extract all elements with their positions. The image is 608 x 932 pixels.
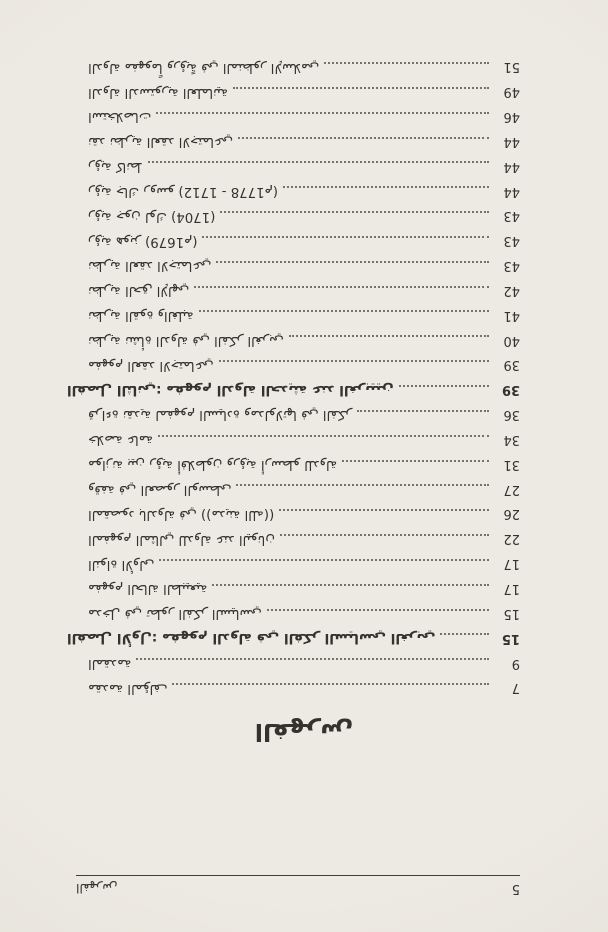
- dotted-leader: [216, 261, 489, 263]
- toc-entry-page: 44: [503, 183, 520, 199]
- toc-entry-page: 9: [511, 655, 520, 671]
- toc-entry-title: مقدمة المؤلف: [88, 680, 168, 696]
- toc-entry-title: النواة الأولى: [88, 556, 155, 572]
- toc-entry-title: نظرية الحق الإلهي: [88, 283, 190, 299]
- toc-entry-title: خلاصة عامة: [88, 432, 154, 448]
- toc-entry-title: مفهوم الحالة الطبيعية: [88, 581, 208, 597]
- toc-entry-page: 17: [503, 556, 520, 572]
- dotted-leader: [280, 534, 489, 536]
- toc-entry: [67, 307, 520, 332]
- page-title: الفهرس: [254, 718, 354, 746]
- toc-entry: [67, 83, 520, 108]
- toc-entry-page: 27: [503, 481, 520, 497]
- toc-entry-page: 44: [503, 158, 520, 174]
- toc-entry: [67, 356, 520, 381]
- dotted-leader: [267, 609, 489, 611]
- toc-entry-page: 22: [503, 531, 520, 547]
- toc-entry-page: 42: [503, 282, 520, 298]
- toc-entry: [67, 182, 520, 207]
- dotted-leader: [289, 335, 489, 337]
- toc-entry-title: الدولة الدستورية العلمانية: [88, 84, 228, 100]
- toc-entry-title: رؤية هوبز (1679م): [88, 233, 198, 249]
- toc-entry-title: المقصود بالدولة في ((مدينة الله)): [88, 506, 275, 522]
- toc-entry: [67, 654, 520, 679]
- toc-entry: [67, 157, 520, 182]
- toc-entry-title: المفهوم المثالي للدولة عند اليونان: [88, 531, 276, 547]
- toc-entry-page: 46: [503, 109, 520, 124]
- toc-entry-page: 7: [511, 680, 520, 696]
- toc-entry-title: نظرية العقد الاجتماعي: [88, 258, 212, 274]
- toc-entry: [67, 456, 520, 481]
- toc-entry: [67, 406, 520, 431]
- toc-entry-page: 39: [503, 357, 520, 373]
- toc-entry-page: 41: [503, 307, 520, 323]
- toc-entry: [67, 58, 520, 83]
- toc-entry-page: 44: [503, 133, 520, 149]
- dotted-leader: [172, 683, 489, 685]
- toc-entry-title: مفهوم العقد الاجتماعي: [88, 357, 214, 373]
- dotted-leader: [136, 658, 489, 660]
- toc-entry-title: نظرية القوة والغلبة: [88, 308, 194, 324]
- toc-entry: [67, 331, 520, 356]
- toc-entry: [67, 555, 520, 580]
- toc-entry-page: 15: [503, 605, 520, 621]
- toc-entry: [67, 431, 520, 456]
- toc-entry-page: 39: [501, 382, 520, 398]
- toc-entry-title: رؤية جون لوك (1704): [88, 208, 216, 224]
- header-section-label: الفهرس: [76, 881, 118, 896]
- toc-chapter-entry: [67, 381, 520, 406]
- toc-entry-title: نظرية نشأة الدولة في الفكر الغربي: [88, 332, 284, 348]
- toc-entry: [67, 108, 520, 133]
- toc-entry-title: قراءة نقدية لمفهوم السيادة ومدلولاتها في الفكر: [88, 407, 352, 423]
- toc-entry: [67, 133, 520, 158]
- toc-entry-title: استخلاصات: [88, 109, 152, 125]
- toc-entry: [67, 580, 520, 605]
- toc-entry: [67, 232, 520, 257]
- dotted-leader: [357, 410, 489, 412]
- toc-entry-page: 43: [503, 258, 520, 274]
- dotted-leader: [283, 186, 489, 188]
- table-of-contents: [67, 58, 520, 704]
- toc-entry-title: رؤية كانط: [88, 159, 143, 175]
- toc-entry-title: المقدمة: [88, 655, 132, 671]
- toc-entry-title: الفصل الثاني: مفهوم الدولة الحديثة عند الغربيين: [67, 382, 394, 399]
- toc-entry-page: 43: [503, 208, 520, 224]
- toc-entry-title: مدخل في تطور الفكر السياسي: [88, 606, 262, 622]
- toc-entry-title: نقد نظرية العقد الاجتماعي: [88, 134, 233, 150]
- toc-entry-title: الدولة مفهوماً ورؤيةً في المنظور الإسلامي: [88, 59, 320, 75]
- toc-entry-title: موازنة بين رؤية أفلاطون ورؤية أرسطو للدولة: [88, 457, 338, 473]
- toc-entry-page: 49: [503, 84, 520, 100]
- dotted-leader: [342, 460, 489, 462]
- toc-entry: [67, 530, 520, 555]
- dotted-leader: [236, 484, 489, 486]
- toc-entry-page: 17: [503, 581, 520, 597]
- dotted-leader: [158, 435, 489, 437]
- toc-entry: [67, 605, 520, 630]
- dotted-leader: [279, 509, 489, 511]
- toc-entry-title: رؤية جاك روسو (1712 - 1778م): [88, 183, 278, 199]
- header-page-number: 5: [511, 881, 520, 896]
- dotted-leader: [220, 211, 489, 213]
- dotted-leader: [399, 385, 489, 387]
- toc-entry-page: 51: [503, 59, 520, 75]
- dotted-leader: [199, 311, 489, 313]
- dotted-leader: [238, 137, 489, 139]
- toc-entry: [67, 207, 520, 232]
- dotted-leader: [219, 360, 489, 362]
- running-header: [76, 875, 520, 896]
- toc-entry-page: 43: [503, 233, 520, 249]
- toc-entry-page: 26: [503, 506, 520, 522]
- toc-entry-page: 36: [503, 407, 520, 423]
- dotted-leader: [156, 112, 489, 114]
- dotted-leader: [233, 87, 489, 89]
- toc-entry: [67, 282, 520, 307]
- toc-entry-title: الفصل الأول: مفهوم الدولة في الفكر السياسي الغربي: [67, 630, 436, 647]
- toc-entry-title: وقفة في العصور الوسطى: [88, 482, 232, 498]
- dotted-leader: [194, 286, 489, 288]
- toc-entry: [67, 480, 520, 505]
- dotted-leader: [159, 559, 489, 561]
- toc-chapter-entry: [67, 629, 520, 654]
- dotted-leader: [203, 236, 490, 238]
- dotted-leader: [440, 633, 489, 635]
- dotted-leader: [148, 161, 489, 163]
- toc-entry: [67, 257, 520, 282]
- dotted-leader: [212, 584, 489, 586]
- toc-entry: [67, 505, 520, 530]
- toc-entry-page: 31: [503, 456, 520, 472]
- toc-entry: [67, 679, 520, 704]
- toc-entry-page: 40: [503, 332, 520, 348]
- toc-entry-page: 34: [503, 431, 520, 447]
- toc-entry-page: 15: [501, 630, 520, 646]
- dotted-leader: [324, 62, 489, 64]
